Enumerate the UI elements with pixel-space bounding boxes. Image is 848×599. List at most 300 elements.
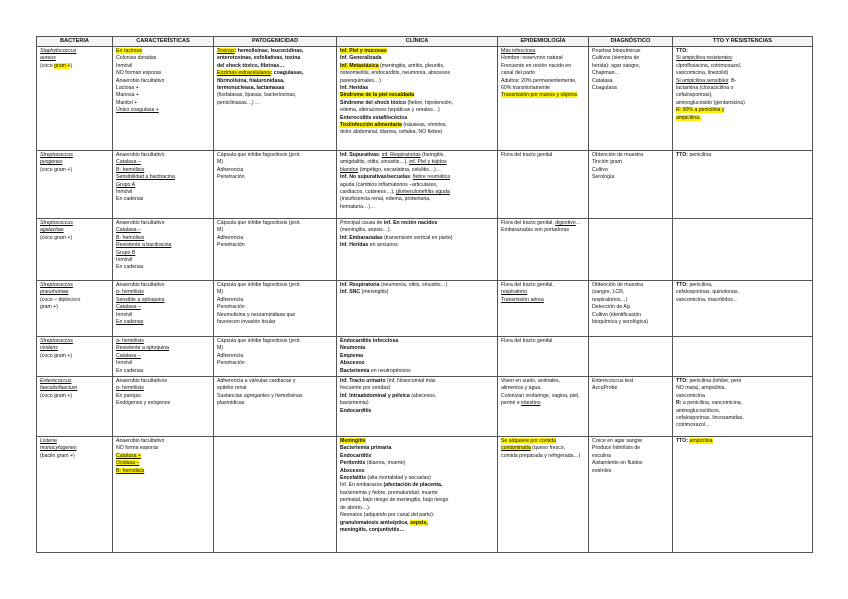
cell-line [592, 304, 669, 311]
cell-line [592, 159, 669, 166]
cell-patogenicidad [214, 281, 337, 337]
column-header-diagnostico: DIAGNÓSTICO [589, 37, 673, 47]
cell-bacteria [37, 337, 113, 377]
text-segment: ampicilina. [676, 114, 701, 121]
cell-line [116, 368, 210, 375]
cell-line [340, 490, 494, 497]
cell-line [40, 289, 109, 296]
text-segment: TTO: [676, 48, 689, 54]
text-segment: comida preparada y refrigerada…) [501, 452, 581, 459]
text-segment: Encefalitis [340, 475, 366, 482]
text-segment: Inf. En embarazos [340, 482, 384, 489]
cell-line [340, 70, 494, 77]
cell-line [676, 115, 809, 122]
text-segment: osteomielitis, endocarditis, neumonía, abscesos [340, 70, 451, 77]
text-segment: penicilina [688, 152, 712, 158]
cell-line [116, 338, 210, 345]
text-segment: Penetración [217, 304, 245, 311]
text-segment: cardiacos, cutáneos…), [340, 189, 396, 196]
text-segment: Manosa + [116, 92, 139, 99]
text-segment: Anaerobio facultativo [116, 282, 165, 288]
cell-clinica [337, 377, 498, 437]
text-segment: Colonizan orofaringe, vagina, piel, [501, 392, 580, 399]
cell-line [116, 182, 210, 189]
text-segment: (meningitis) [360, 289, 389, 296]
cell-line [116, 152, 210, 159]
cell-clinica [337, 47, 498, 151]
cell-clinica [337, 281, 498, 337]
text-segment: aminoglucosídicos, [676, 407, 721, 414]
text-segment: (abscesos, [409, 392, 437, 399]
text-segment: inf. Piel y tejidos [409, 159, 447, 166]
cell-line [340, 468, 494, 475]
cell-line [40, 453, 109, 460]
text-segment: Endocarditis [340, 407, 372, 414]
cell-line [116, 78, 210, 85]
text-segment: Streptococcus [40, 220, 73, 226]
cell-line [340, 174, 494, 181]
text-segment: cefalosporinas, lincosamidas, [676, 415, 744, 422]
text-segment: (queso fresco, [530, 445, 566, 452]
text-segment: … [575, 220, 581, 226]
text-segment: (impétigo, escarlatina, celulitis…)… [358, 166, 441, 173]
cell-line [40, 385, 109, 392]
cell-line [501, 92, 585, 99]
text-segment: Inf. Generalizada [340, 55, 382, 62]
cell-line [116, 257, 210, 264]
cell-line [501, 453, 585, 460]
text-segment: fibrinolisina, hialuronidasa, [217, 77, 285, 84]
cell-line [116, 70, 210, 77]
cell-patogenicidad [214, 151, 337, 219]
cell-line [592, 78, 669, 85]
cell-epidemiologia [498, 377, 589, 437]
text-segment: intestino [521, 400, 541, 407]
cell-line [592, 468, 669, 475]
text-segment: dolor abdominal, diarrea, cefalea, NO fiebre) [340, 129, 443, 136]
text-segment: Adherencia [217, 166, 244, 173]
cell-bacteria [37, 219, 113, 281]
cell-line [340, 408, 494, 415]
cell-line [116, 220, 210, 227]
cell-line [217, 400, 333, 407]
text-segment: inf. En recién nacidos [383, 220, 438, 226]
text-segment: Bacteriemia [340, 367, 370, 374]
cell-line [676, 297, 809, 304]
text-segment: cotrimoxazol… [676, 422, 711, 429]
cell-line [217, 167, 333, 174]
text-segment: Streptococcus [40, 338, 73, 344]
cell-line [116, 235, 210, 242]
text-segment: pyogenes [40, 159, 63, 166]
cell-line [340, 78, 494, 85]
cell-line [116, 304, 210, 311]
table-row [37, 337, 813, 377]
cell-line [116, 85, 210, 92]
cell-line [116, 55, 210, 62]
cell-line [676, 438, 809, 445]
cell-tto [673, 437, 813, 553]
text-segment: (meningitis, sepsis…). [340, 227, 392, 234]
cell-patogenicidad [214, 219, 337, 281]
cell-diagnostico [589, 219, 673, 281]
cell-line [340, 196, 494, 203]
cell-line [676, 378, 809, 385]
cell-line [676, 422, 809, 429]
text-segment: Flora del tracto genital [501, 152, 553, 158]
cell-line [340, 189, 494, 196]
header-row [37, 37, 813, 47]
cell-line [116, 174, 210, 181]
cell-line [676, 393, 809, 400]
text-segment: Streptococcus [40, 282, 73, 288]
cell-line [217, 393, 333, 400]
cell-line [340, 385, 494, 392]
text-segment: Catalasa + [116, 452, 141, 459]
cell-line [340, 378, 494, 385]
cell-line [40, 304, 109, 311]
text-segment: Transmisión por manos y objetos [501, 92, 578, 99]
text-segment: Pruebas bioquímicas [592, 48, 641, 54]
text-segment: Endocarditis [340, 452, 372, 459]
text-segment: : [731, 55, 734, 62]
table-row [37, 151, 813, 219]
text-segment: Detección de Ag [592, 304, 630, 311]
text-segment: glomerulonefritis aguda [395, 189, 450, 196]
cell-line [592, 282, 669, 289]
text-segment: penicilina (inhibe, pero [688, 378, 742, 385]
text-segment: (coco gram +) [40, 166, 73, 173]
cell-line [501, 385, 585, 392]
text-segment: favorecen invasión tisular [217, 319, 276, 326]
cell-line [340, 167, 494, 174]
text-segment: (coco – diplococo [40, 296, 81, 303]
cell-line [340, 438, 494, 445]
text-segment: ciprofloxacina, cotrimoxazol, [676, 62, 742, 69]
cell-line [340, 368, 494, 375]
text-segment: En cadenas [116, 367, 144, 374]
text-segment: penicilinasas…) … [217, 99, 261, 106]
cell-line [676, 415, 809, 422]
text-segment: Inmóvil [116, 62, 133, 69]
text-segment: blandos [340, 166, 359, 173]
text-segment: Resistente a optoquina [116, 345, 170, 352]
cell-line [340, 445, 494, 452]
text-segment: Más infecciosa [501, 48, 536, 54]
text-segment: gram +) [40, 304, 59, 311]
cell-line [501, 70, 585, 77]
cell-line [217, 220, 333, 227]
cell-line [340, 453, 494, 460]
text-segment: Lactosa + [116, 85, 139, 92]
text-segment: : B- [728, 77, 737, 84]
text-segment: cefalosporinas, quinolonas, [676, 289, 739, 296]
text-segment: Toxiinfección alimentaria [340, 122, 402, 129]
text-segment: En cadenas [116, 196, 144, 203]
cell-line [340, 282, 494, 289]
text-segment: bacteriemia y fiebre, prematuridad, muerte [340, 489, 438, 496]
text-segment: 60% transitoriamente [501, 85, 551, 92]
cell-line [217, 159, 333, 166]
text-segment: α- hemólisis [116, 338, 144, 344]
text-segment: Inf. Respiratoria [340, 282, 380, 288]
cell-diagnostico [589, 437, 673, 553]
cell-line [676, 55, 809, 62]
cell-line [676, 92, 809, 99]
text-segment: α- hemólisis [116, 385, 144, 392]
cell-line [501, 220, 585, 227]
text-segment: Inf. Metastásica [340, 62, 379, 69]
cell-bacteria [37, 47, 113, 151]
cell-line [217, 78, 333, 85]
text-segment: Inf. Embarazadas [340, 234, 383, 241]
cell-bacteria [37, 281, 113, 337]
text-segment: monocytogenes [40, 445, 77, 452]
text-segment: Cápsula que inhibe fagocitosis (prot. [217, 152, 301, 158]
bacteria-table [36, 36, 813, 553]
cell-diagnostico [589, 337, 673, 377]
cell-line [501, 152, 585, 159]
cell-line [501, 445, 585, 452]
cell-patogenicidad [214, 47, 337, 151]
cell-line [340, 129, 494, 136]
cell-line [501, 378, 585, 385]
cell-line [501, 289, 585, 296]
cell-line [592, 319, 669, 326]
text-segment: Adherencia [217, 352, 244, 359]
cell-line [340, 345, 494, 352]
cell-line [676, 282, 809, 289]
cell-patogenicidad [214, 337, 337, 377]
text-segment: (faringitis, [420, 152, 445, 158]
cell-line [116, 92, 210, 99]
cell-tto [673, 219, 813, 281]
cell-line [217, 289, 333, 296]
text-segment: a penicilina, vancomicina, [681, 400, 743, 407]
cell-line [340, 527, 494, 534]
cell-line [217, 235, 333, 242]
cell-line [217, 297, 333, 304]
cell-line [676, 70, 809, 77]
text-segment: Único coagulasa + [116, 107, 159, 114]
cell-diagnostico [589, 281, 673, 337]
cell-patogenicidad [214, 377, 337, 437]
cell-diagnostico [589, 377, 673, 437]
text-segment: herida): agar sangre, [592, 62, 641, 69]
cell-line [340, 482, 494, 489]
text-segment: (alta mortalidad y secuelas) [365, 475, 431, 482]
cell-line [592, 453, 669, 460]
cell-line [676, 85, 809, 92]
cell-line [116, 63, 210, 70]
text-segment: Se adquiere por comida [501, 438, 557, 445]
cell-line [340, 92, 494, 99]
text-segment: Inf. SNC [340, 289, 361, 296]
text-segment: B- hemólisis [116, 234, 145, 241]
text-segment: en ancianos [368, 242, 398, 249]
column-header-epidemiologia: EPIDEMIOLOGÍA [498, 37, 589, 47]
text-segment: M) [217, 345, 224, 352]
text-segment: Adultos: 20% permanentemente, [501, 77, 577, 84]
text-segment: bioquímica y serológica) [592, 319, 648, 326]
text-segment: canal del parto [501, 70, 536, 77]
cell-line [116, 227, 210, 234]
column-header-bacteria: BACTERIA [37, 37, 113, 47]
cell-tto [673, 377, 813, 437]
text-segment: Abscesos [340, 360, 365, 367]
text-segment: Chapman… [592, 70, 620, 77]
cell-line [217, 152, 333, 159]
cell-line [217, 360, 333, 367]
text-segment: vancomicina, macrólidos… [676, 296, 738, 303]
cell-line [116, 196, 210, 203]
cell-diagnostico [589, 151, 673, 219]
text-segment: En cadenas [116, 319, 144, 326]
cell-line [217, 304, 333, 311]
cell-line [501, 63, 585, 70]
cell-line [592, 289, 669, 296]
cell-line [340, 182, 494, 189]
cell-epidemiologia [498, 437, 589, 553]
cell-line [40, 235, 109, 242]
cell-caracteristicas [113, 47, 214, 151]
text-segment: aminoglucósido (gentamicina) [676, 99, 745, 106]
cell-line [217, 100, 333, 107]
text-segment: Inf. Tracto urinario [340, 378, 386, 385]
column-header-clinica: CLÍNICA [337, 37, 498, 47]
cell-clinica [337, 219, 498, 281]
cell-line [592, 70, 669, 77]
cell-line [592, 63, 669, 70]
cell-line [40, 297, 109, 304]
text-segment: termonucleasa, lactamasas [217, 85, 285, 92]
text-segment: digestivo [555, 220, 576, 226]
cell-line [340, 220, 494, 227]
text-segment: Si ampicilina resistentes [676, 55, 732, 62]
text-segment: Viven en suelo, animales, [501, 378, 561, 385]
text-segment: Embarazadas son portadoras [501, 227, 570, 234]
cell-line [501, 338, 585, 345]
text-segment: Catalasa [592, 77, 613, 84]
cell-line [340, 159, 494, 166]
text-segment: meningitis, conjuntivitis… [340, 526, 405, 533]
text-segment: respiratorios…) [592, 296, 628, 303]
cell-line [501, 55, 585, 62]
cell-line [40, 338, 109, 345]
text-segment: En parejas [116, 392, 141, 399]
cell-tto [673, 151, 813, 219]
text-segment: Meningitis [340, 438, 366, 445]
text-segment: Streptococcus [40, 152, 73, 158]
text-segment: Crece en agar sangre [592, 438, 643, 445]
text-segment: (coco gram +) [40, 392, 73, 399]
text-segment: faecalis/faecium [40, 385, 78, 392]
cell-line [40, 345, 109, 352]
text-segment: Adherencia a válvulas cardiacas y [217, 378, 296, 385]
text-segment: Penetración [217, 174, 245, 181]
cell-line [217, 48, 333, 55]
text-segment: agalactiae [40, 227, 64, 234]
cell-line [40, 48, 109, 55]
cell-line [116, 360, 210, 367]
text-segment: sepsis, [410, 519, 428, 526]
cell-line [340, 512, 494, 519]
cell-line [676, 400, 809, 407]
text-segment: enterotoxinas, exfoliativas, toxina [217, 55, 301, 62]
text-segment: Anaerobio facultativo [116, 438, 165, 445]
text-segment: edema, alteraciones hepáticas y renales…) [340, 107, 440, 114]
cell-line [340, 100, 494, 107]
text-segment: (insuficiencia renal, edema, proteinuria, [340, 196, 431, 203]
text-segment: Inmóvil [116, 360, 133, 367]
text-segment: NO forman esporas [116, 70, 162, 77]
cell-line [40, 167, 109, 174]
cell-line [592, 312, 669, 319]
text-segment: Resistente a bacitracina [116, 242, 172, 249]
cell-line [40, 353, 109, 360]
cell-caracteristicas [113, 219, 214, 281]
text-segment: Penetración [217, 242, 245, 249]
cell-tto [673, 281, 813, 337]
text-segment: vancomicina [676, 392, 705, 399]
cell-caracteristicas [113, 337, 214, 377]
text-segment: : coagulasas, [270, 70, 304, 77]
table-row [37, 219, 813, 281]
cell-line [116, 378, 210, 385]
text-segment: Inf. Intraabdominal y pélvica [340, 392, 410, 399]
cell-line [116, 242, 210, 249]
text-segment: (coco gram +) [40, 234, 73, 241]
cell-line [676, 100, 809, 107]
cell-line [501, 438, 585, 445]
cell-line [592, 85, 669, 92]
cell-line [217, 385, 333, 392]
cell-caracteristicas [113, 377, 214, 437]
cell-caracteristicas [113, 281, 214, 337]
cell-line [592, 167, 669, 174]
cell-line [340, 122, 494, 129]
cell-epidemiologia [498, 337, 589, 377]
text-segment: (meningitis, artritis, pleuritis, [378, 62, 445, 69]
cell-line [116, 312, 210, 319]
cell-line [340, 393, 494, 400]
text-segment: perinatal, bajo riesgo de meningitis, bajo riesgo [340, 497, 449, 504]
text-segment: vancomicina, linezolid) [676, 70, 729, 77]
cell-line [592, 297, 669, 304]
cell-line [116, 159, 210, 166]
text-segment: Catalasa – [116, 227, 141, 234]
text-segment: Inf. Heridas [340, 242, 369, 249]
text-segment: NO forma esporas [116, 445, 159, 452]
cell-line [40, 55, 109, 62]
text-segment: (sangre, LCR, [592, 289, 625, 296]
cell-line [501, 393, 585, 400]
text-segment: R: 90% a penicilina y [676, 107, 725, 114]
cell-epidemiologia [498, 47, 589, 151]
text-segment: epitelio renal [217, 385, 247, 392]
cell-bacteria [37, 151, 113, 219]
text-segment: Penetración [217, 360, 245, 367]
text-segment: alimentos y agua. [501, 385, 542, 392]
cell-line [501, 400, 585, 407]
text-segment: contaminada [501, 445, 531, 452]
cell-epidemiologia [498, 219, 589, 281]
text-segment: Enterococcus test [592, 378, 634, 385]
text-segment: Inmóvil [116, 311, 133, 318]
cell-line [676, 289, 809, 296]
text-segment: Flora del tracto genital [501, 338, 553, 344]
cell-line [217, 345, 333, 352]
